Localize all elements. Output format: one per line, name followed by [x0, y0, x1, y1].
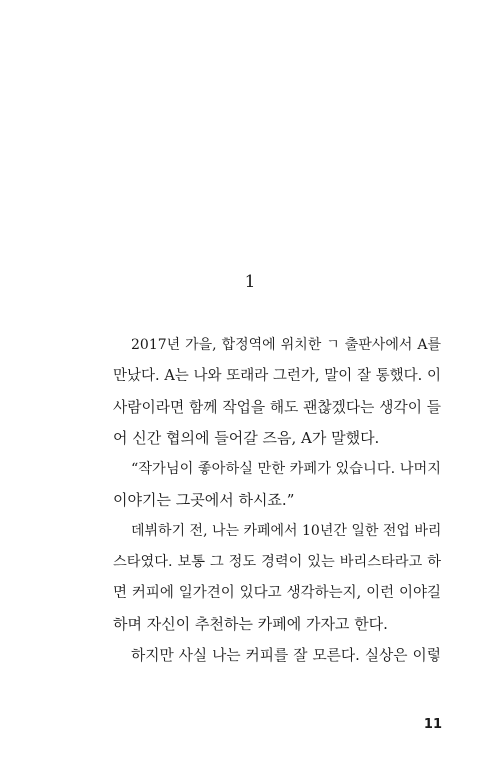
page-number: 11 — [423, 717, 442, 732]
paragraph-3-line-3: 면 커피에 일가견이 있다고 생각하는지, 이런 이야길 — [113, 585, 441, 601]
paragraph-3-line-2: 스타였다. 보통 그 정도 경력이 있는 바리스타라고 하 — [113, 554, 441, 570]
paragraph-1-line-1: 2017년 가을, 합정역에 위치한 ㄱ 출판사에서 A를 — [131, 337, 441, 353]
paragraph-3-line-4: 하며 자신이 추천하는 카페에 가자고 한다. — [113, 615, 388, 633]
paragraph-1-line-4: 어 신간 협의에 들어갈 즈음, A가 말했다. — [113, 429, 380, 447]
paragraph-2-line-2: 이야기는 그곳에서 하시죠.” — [113, 491, 295, 509]
paragraph-2-line-1: “작가님이 좋아하실 만한 카페가 있습니다. 나머지 — [131, 461, 441, 477]
paragraph-1-line-2: 만났다. A는 나와 또래라 그런가, 말이 잘 통했다. 이 — [113, 368, 441, 384]
body-text — [113, 330, 441, 671]
paragraph-1-line-3: 사람이라면 함께 작업을 해도 괜찮겠다는 생각이 들 — [113, 399, 441, 416]
chapter-number: 1 — [244, 272, 256, 292]
paragraph-4-line-1: 하지만 사실 나는 커피를 잘 모른다. 실상은 이렇 — [131, 647, 441, 664]
paragraph-3-line-1: 데뷔하기 전, 나는 카페에서 10년간 일한 전업 바리 — [131, 523, 442, 539]
